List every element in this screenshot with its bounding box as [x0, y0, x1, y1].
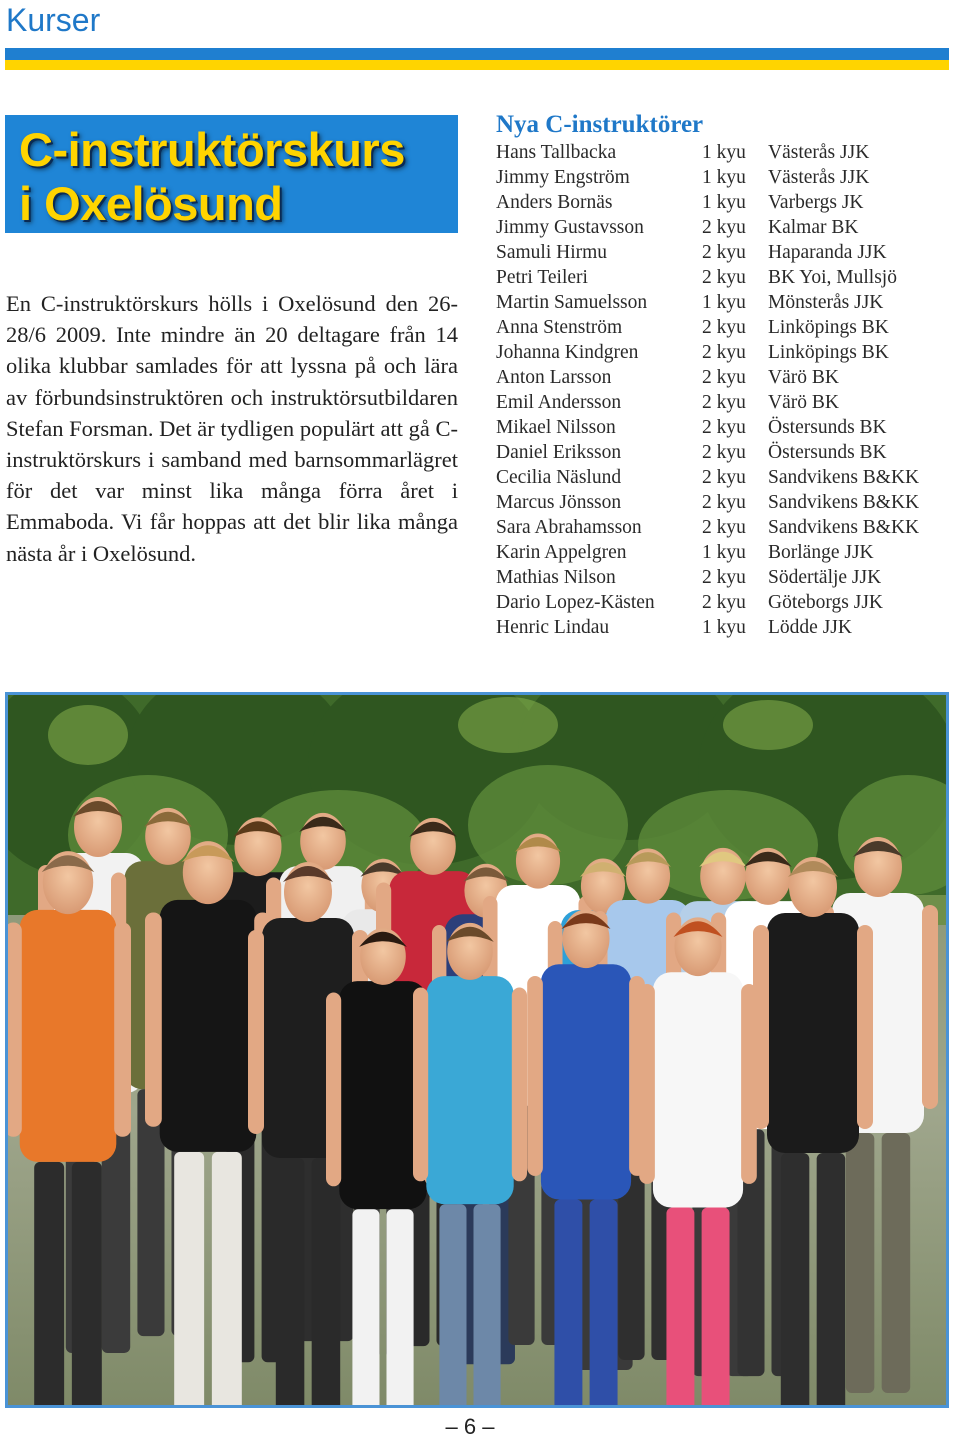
instructor-name: Hans Tallbacka	[496, 142, 617, 163]
instructor-name: Anders Bornäs	[496, 192, 613, 213]
instructor-name: Cecilia Näslund	[496, 467, 622, 488]
instructor-club: Göteborgs JJK	[768, 592, 884, 613]
instructor-name: Jimmy Gustavsson	[496, 217, 644, 238]
instructor-row	[496, 615, 956, 640]
instructors-table	[496, 140, 956, 640]
instructor-row	[496, 465, 956, 490]
instructor-row	[496, 240, 956, 265]
instructor-name: Jimmy Engström	[496, 167, 630, 188]
article-headline	[19, 123, 405, 231]
instructor-name: Karin Appelgren	[496, 542, 627, 563]
instructor-rank: 1 kyu	[702, 542, 746, 563]
instructor-rank: 2 kyu	[702, 517, 746, 538]
instructor-rank: 2 kyu	[702, 442, 746, 463]
instructor-rank: 2 kyu	[702, 317, 746, 338]
instructor-rank: 2 kyu	[702, 392, 746, 413]
instructor-rank: 2 kyu	[702, 567, 746, 588]
instructor-name: Marcus Jönsson	[496, 492, 622, 513]
instructor-club: BK Yoi, Mullsjö	[768, 267, 897, 288]
instructor-club: Linköpings BK	[768, 342, 889, 363]
instructor-club: Sandvikens B&KK	[768, 517, 920, 538]
instructor-name: Daniel Eriksson	[496, 442, 622, 463]
instructor-rank: 2 kyu	[702, 367, 746, 388]
instructor-row	[496, 140, 956, 165]
instructor-club: Östersunds BK	[768, 442, 887, 463]
instructor-rank: 1 kyu	[702, 142, 746, 163]
instructor-rank: 2 kyu	[702, 342, 746, 363]
instructor-club: Haparanda JJK	[768, 242, 887, 263]
instructor-row	[496, 540, 956, 565]
headline-line-1: C-instruktörskurs	[19, 123, 405, 176]
instructor-row	[496, 215, 956, 240]
instructor-row	[496, 365, 956, 390]
group-photo-illustration	[8, 695, 946, 1405]
instructor-rank: 1 kyu	[702, 292, 746, 313]
instructor-club: Borlänge JJK	[768, 542, 874, 563]
instructor-row	[496, 440, 956, 465]
instructor-rank: 1 kyu	[702, 192, 746, 213]
instructor-club: Värö BK	[768, 392, 839, 413]
instructor-rank: 2 kyu	[702, 592, 746, 613]
instructor-row	[496, 515, 956, 540]
article-body: En C-instruktörskurs hölls i Oxelösund den 26-28/6 2009. Inte mindre än 20 deltagare från 14 olika klubbar samlades för att lyssna på och lära av förbundsinstruktören och instruktörsutbildaren Stefan Forsman. Det är tydligen populärt att gå C-instruktörskurs i samband med barnsommarlägret för det var minst lika många förra året i Emmaboda. Vi får hoppas att det blir lika många nästa år i Oxelösund.	[6, 291, 458, 566]
instructor-rank: 2 kyu	[702, 417, 746, 438]
instructor-row	[496, 165, 956, 190]
section-title: Kurser	[6, 2, 101, 38]
headline-line-2: i Oxelösund	[19, 177, 283, 230]
instructor-name: Samuli Hirmu	[496, 242, 608, 263]
instructor-rank: 2 kyu	[702, 217, 746, 238]
instructor-name: Mikael Nilsson	[496, 417, 616, 438]
instructor-name: Anton Larsson	[496, 367, 612, 388]
instructor-rank: 1 kyu	[702, 167, 746, 188]
instructor-club: Sandvikens B&KK	[768, 467, 920, 488]
instructor-rank: 1 kyu	[702, 617, 746, 638]
page-number: – 6 –	[445, 1414, 495, 1439]
instructor-club: Södertälje JJK	[768, 567, 882, 588]
instructor-name: Petri Teileri	[496, 267, 588, 288]
instructor-row	[496, 190, 956, 215]
instructor-club: Västerås JJK	[768, 167, 870, 188]
instructor-club: Kalmar BK	[768, 217, 859, 238]
instructor-club: Varbergs JK	[768, 192, 864, 213]
instructor-name: Emil Andersson	[496, 392, 622, 413]
instructor-club: Östersunds BK	[768, 417, 887, 438]
instructor-club: Lödde JJK	[768, 617, 852, 638]
header-stripe-blue	[5, 48, 949, 60]
instructor-club: Linköpings BK	[768, 317, 889, 338]
group-photo	[5, 692, 949, 1408]
headline-box	[5, 115, 458, 233]
instructor-name: Mathias Nilson	[496, 567, 616, 588]
instructor-row	[496, 490, 956, 515]
instructor-row	[496, 315, 956, 340]
instructor-row	[496, 590, 956, 615]
instructor-rank: 2 kyu	[702, 242, 746, 263]
instructor-rank: 2 kyu	[702, 267, 746, 288]
instructor-name: Sara Abrahamsson	[496, 517, 642, 538]
instructor-rank: 2 kyu	[702, 492, 746, 513]
instructor-row	[496, 565, 956, 590]
instructor-row	[496, 390, 956, 415]
instructor-name: Anna Stenström	[496, 317, 623, 338]
instructor-name: Dario Lopez-Kästen	[496, 592, 655, 613]
instructor-club: Värö BK	[768, 367, 839, 388]
instructor-row	[496, 415, 956, 440]
instructor-rank: 2 kyu	[702, 467, 746, 488]
instructor-row	[496, 265, 956, 290]
instructor-club: Västerås JJK	[768, 142, 870, 163]
instructor-club: Mönsterås JJK	[768, 292, 884, 313]
instructor-name: Johanna Kindgren	[496, 342, 639, 363]
instructor-name: Martin Samuelsson	[496, 292, 648, 313]
instructor-name: Henric Lindau	[496, 617, 610, 638]
instructor-row	[496, 340, 956, 365]
instructor-row	[496, 290, 956, 315]
header-stripe-yellow	[5, 60, 949, 70]
instructor-club: Sandvikens B&KK	[768, 492, 920, 513]
instructors-title: Nya C-instruktörer	[496, 111, 704, 138]
